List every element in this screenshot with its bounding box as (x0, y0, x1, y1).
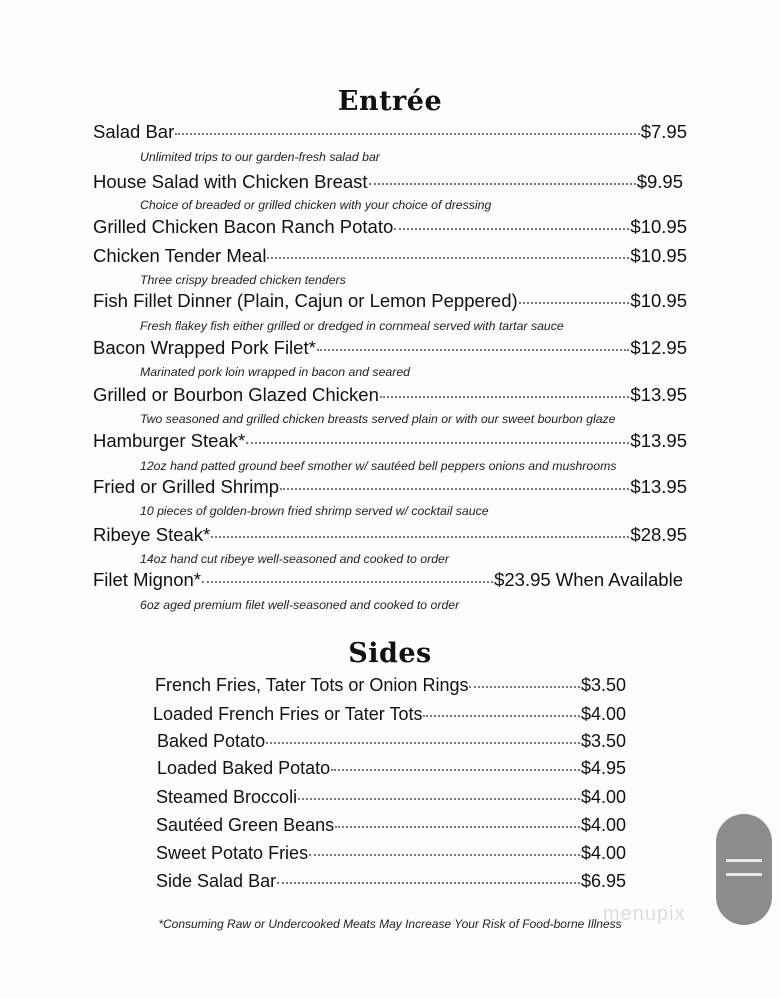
side-item-row (153, 704, 626, 725)
menu-item-name: Filet Mignon* (93, 569, 201, 590)
side-item-row (156, 871, 626, 892)
menu-item-row (93, 430, 687, 452)
sides-heading: Sides (348, 638, 432, 669)
menu-item-name: House Salad with Chicken Breast (93, 171, 368, 192)
menu-item-name: Grilled Chicken Bacon Ranch Potato (93, 216, 394, 237)
side-item-price: $4.00 (580, 787, 626, 807)
menu-item-description: Marinated pork loin wrapped in bacon and seared (140, 365, 411, 379)
menu-item-row (93, 216, 687, 238)
side-item-name: Sweet Potato Fries (156, 843, 309, 863)
menu-item-price: $13.95 (630, 476, 687, 497)
side-item-price: $4.00 (580, 704, 626, 724)
side-item-name: French Fries, Tater Tots or Onion Rings (155, 675, 469, 695)
dot-leader (394, 228, 629, 230)
dot-leader (202, 581, 493, 583)
menu-item-description: 6oz aged premium filet well-seasoned and cooked to order (140, 598, 460, 612)
menu-item-row (93, 171, 683, 193)
dot-leader (246, 442, 629, 444)
side-item-name: Sautéed Green Beans (156, 815, 335, 835)
menu-item-name: Salad Bar (93, 121, 175, 142)
menu-item-row (93, 121, 687, 143)
dot-leader (331, 769, 580, 771)
side-item-row (156, 815, 626, 836)
side-item-price: $3.50 (580, 731, 626, 751)
menu-item-description: Two seasoned and grilled chicken breasts served plain or with our sweet bourbon glaze (140, 412, 616, 426)
menu-item-price: $10.95 (630, 216, 687, 237)
side-item-name: Side Salad Bar (156, 871, 277, 891)
side-item-price: $4.95 (580, 758, 626, 778)
menu-item-name: Hamburger Steak* (93, 430, 246, 451)
menu-item-price: $7.95 (640, 121, 687, 142)
menu-item-description: 12oz hand patted ground beef smother w/ sautéed bell peppers onions and mushrooms (140, 459, 617, 473)
menu-item-description: Choice of breaded or grilled chicken with your choice of dressing (140, 198, 492, 212)
side-item-price: $3.50 (580, 675, 626, 695)
side-item-price: $4.00 (580, 843, 626, 863)
side-item-row (156, 843, 626, 864)
dot-leader (266, 742, 580, 744)
side-item-row (155, 675, 626, 696)
menu-item-name: Chicken Tender Meal (93, 245, 267, 266)
menu-item-row (93, 524, 687, 546)
menu-item-description: 14oz hand cut ribeye well-seasoned and cooked to order (140, 552, 449, 566)
side-item-row (156, 787, 626, 808)
grip-line-icon (726, 859, 762, 862)
menu-item-name: Ribeye Steak* (93, 524, 211, 545)
side-item-name: Loaded French Fries or Tater Tots (153, 704, 423, 724)
dot-leader (335, 826, 580, 828)
menu-item-row (93, 290, 687, 312)
dot-leader (298, 798, 580, 800)
menu-item-row (93, 569, 683, 591)
dot-leader (317, 349, 630, 351)
side-item-name: Steamed Broccoli (156, 787, 298, 807)
dot-leader (380, 396, 630, 398)
dot-leader (277, 882, 580, 884)
dot-leader (267, 257, 629, 259)
menu-item-description: Fresh flakey fish either grilled or dredged in cornmeal served with tartar sauce (140, 319, 564, 333)
dot-leader (469, 686, 579, 688)
dot-leader (519, 302, 630, 304)
menu-item-row (93, 476, 687, 498)
side-item-name: Baked Potato (157, 731, 266, 751)
menu-item-price: $28.95 (630, 524, 687, 545)
menu-item-price: $13.95 (630, 430, 687, 451)
menu-item-price: $9.95 (636, 171, 683, 192)
menu-item-description: Three crispy breaded chicken tenders (140, 273, 346, 287)
menu-item-price: $23.95 When Available (494, 569, 683, 590)
side-item-price: $4.00 (580, 815, 626, 835)
dot-leader (211, 536, 629, 538)
scroll-handle[interactable] (716, 814, 772, 925)
menu-item-description: 10 pieces of golden-brown fried shrimp served w/ cocktail sauce (140, 504, 489, 518)
footer-disclaimer: *Consuming Raw or Undercooked Meats May Increase Your Risk of Food-borne Illness (158, 917, 622, 931)
dot-leader (369, 183, 636, 185)
menu-item-price: $10.95 (630, 245, 687, 266)
entree-heading: Entrée (337, 86, 443, 117)
menu-item-name: Fish Fillet Dinner (Plain, Cajun or Lemon Peppered) (93, 290, 518, 311)
dot-leader (175, 133, 639, 135)
grip-line-icon (726, 873, 762, 876)
side-item-price: $6.95 (580, 871, 626, 891)
menu-item-price: $13.95 (630, 384, 687, 405)
menu-item-row (93, 384, 687, 406)
side-item-row (157, 731, 626, 752)
menu-item-row (93, 245, 687, 267)
dot-leader (280, 488, 629, 490)
dot-leader (423, 715, 579, 717)
menu-item-row (93, 337, 687, 359)
dot-leader (309, 854, 580, 856)
watermark-logo: menupix (603, 903, 686, 925)
menu-item-name: Fried or Grilled Shrimp (93, 476, 280, 497)
side-item-row (157, 758, 626, 779)
menu-item-description: Unlimited trips to our garden-fresh salad bar (140, 150, 380, 164)
menu-item-price: $12.95 (630, 337, 687, 358)
side-item-name: Loaded Baked Potato (157, 758, 331, 778)
menu-item-name: Bacon Wrapped Pork Filet* (93, 337, 316, 358)
menu-item-price: $10.95 (630, 290, 687, 311)
menu-item-name: Grilled or Bourbon Glazed Chicken (93, 384, 379, 405)
